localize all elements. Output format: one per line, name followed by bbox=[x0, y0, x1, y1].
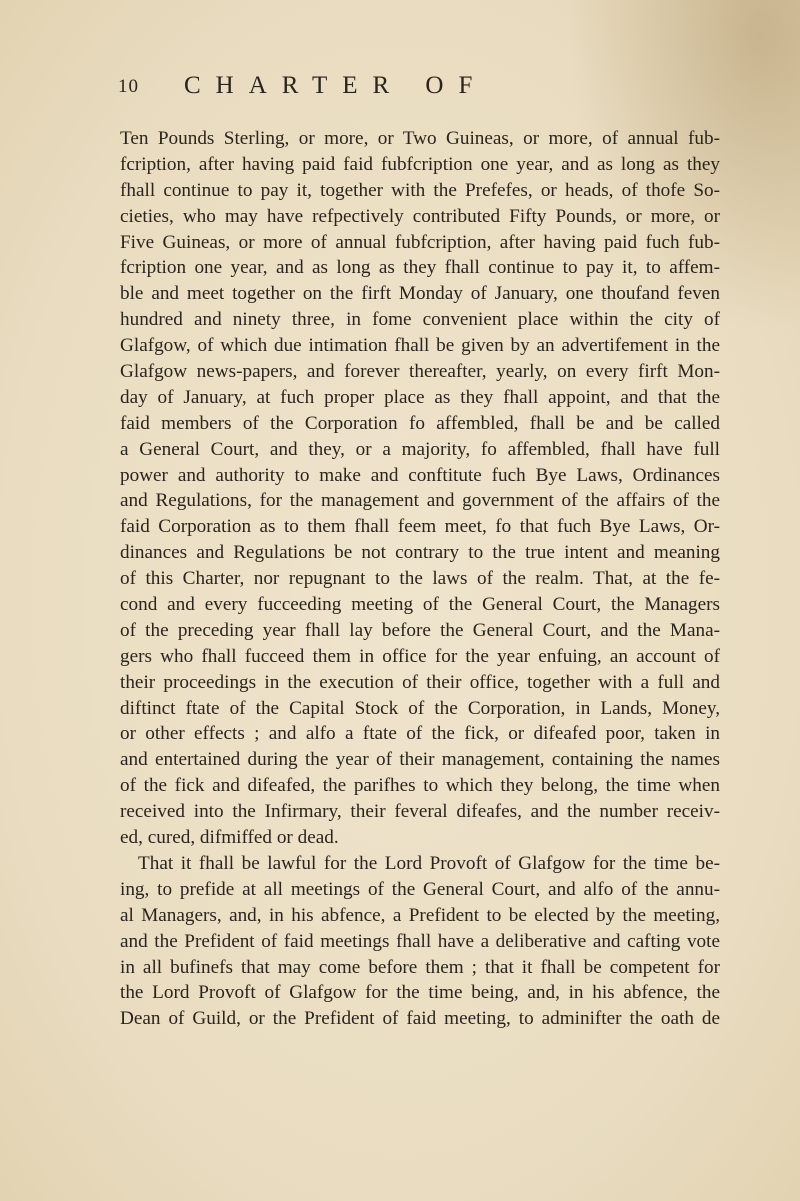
text-line: fcription one year, and as long as they fhall continue to pay it, to affem- bbox=[120, 257, 720, 279]
text-line: fcription, after having paid faid fubfcription one year, and as long as they bbox=[120, 153, 720, 175]
page-number: 10 bbox=[118, 76, 139, 97]
text-line: fhall continue to pay it, together with the Prefefes, or heads, of thofe So- bbox=[120, 179, 720, 201]
text-line: received into the Infirmary, their feveral difeafes, and the number receiv- bbox=[120, 801, 720, 823]
text-line: a General Court, and they, or a majority, fo affembled, fhall have full bbox=[120, 438, 720, 460]
text-line: cieties, who may have refpectively contributed Fifty Pounds, or more, or bbox=[120, 205, 720, 227]
text-line: of this Charter, nor repugnant to the laws of the realm. That, at the fe- bbox=[120, 568, 720, 590]
text-line: faid Corporation as to them fhall feem meet, fo that fuch Bye Laws, Or- bbox=[120, 516, 720, 538]
text-line: diftinct ftate of the Capital Stock of the Corporation, in Lands, Money, bbox=[120, 697, 720, 719]
text-line: ed, cured, difmiffed or dead. bbox=[120, 827, 339, 849]
text-line: or other effects ; and alfo a ftate of the fick, or difeafed poor, taken in bbox=[120, 723, 720, 745]
text-line: in all bufinefs that may come before them ; that it fhall be competent for bbox=[120, 956, 720, 978]
text-line: hundred and ninety three, in fome convenient place within the city of bbox=[120, 309, 720, 331]
text-line: That it fhall be lawful for the Lord Provoft of Glafgow for the time be- bbox=[138, 852, 720, 874]
text-line: ing, to prefide at all meetings of the General Court, and alfo of the annu- bbox=[120, 878, 720, 900]
body-text bbox=[120, 126, 720, 1032]
text-line: and the Prefident of faid meetings fhall have a deliberative and cafting vote bbox=[120, 930, 720, 952]
text-line: Ten Pounds Sterling, or more, or Two Guineas, or more, of annual fub- bbox=[120, 128, 720, 149]
text-line: Five Guineas, or more of annual fubfcription, after having paid fuch fub- bbox=[120, 231, 720, 253]
text-line: cond and every fucceeding meeting of the General Court, the Managers bbox=[120, 594, 720, 616]
text-line: of the preceding year fhall lay before the General Court, and the Mana- bbox=[120, 619, 720, 641]
text-line: the Lord Provoft of Glafgow for the time being, and, in his abfence, the bbox=[120, 982, 720, 1004]
running-head: CHARTER OF bbox=[184, 72, 488, 99]
text-line: ble and meet together on the firft Monday of January, one thoufand feven bbox=[120, 283, 720, 305]
text-line: their proceedings in the execution of their office, together with a full and bbox=[120, 671, 720, 693]
text-line: dinances and Regulations be not contrary to the true intent and meaning bbox=[120, 542, 720, 564]
text-line: and Regulations, for the management and government of the affairs of the bbox=[120, 490, 720, 512]
text-line: Dean of Guild, or the Prefident of faid meeting, to adminifter the oath de bbox=[120, 1008, 720, 1030]
text-line: Glafgow, of which due intimation fhall be given by an advertifement in the bbox=[120, 335, 720, 357]
text-line: of the fick and difeafed, the parifhes to which they belong, the time when bbox=[120, 775, 720, 797]
text-line: al Managers, and, in his abfence, a Prefident to be elected by the meeting, bbox=[120, 904, 720, 926]
text-line: and entertained during the year of their management, containing the names bbox=[120, 749, 720, 771]
text-line: Glafgow news-papers, and forever thereafter, yearly, on every firft Mon- bbox=[120, 361, 720, 383]
text-line: faid members of the Corporation fo affembled, fhall be and be called bbox=[120, 412, 720, 434]
page-header bbox=[118, 72, 738, 112]
text-line: gers who fhall fucceed them in office for the year enfuing, an account of bbox=[120, 645, 720, 667]
text-line: day of January, at fuch proper place as they fhall appoint, and that the bbox=[120, 386, 720, 408]
text-line: power and authority to make and conftitute fuch Bye Laws, Ordinances bbox=[120, 464, 720, 486]
